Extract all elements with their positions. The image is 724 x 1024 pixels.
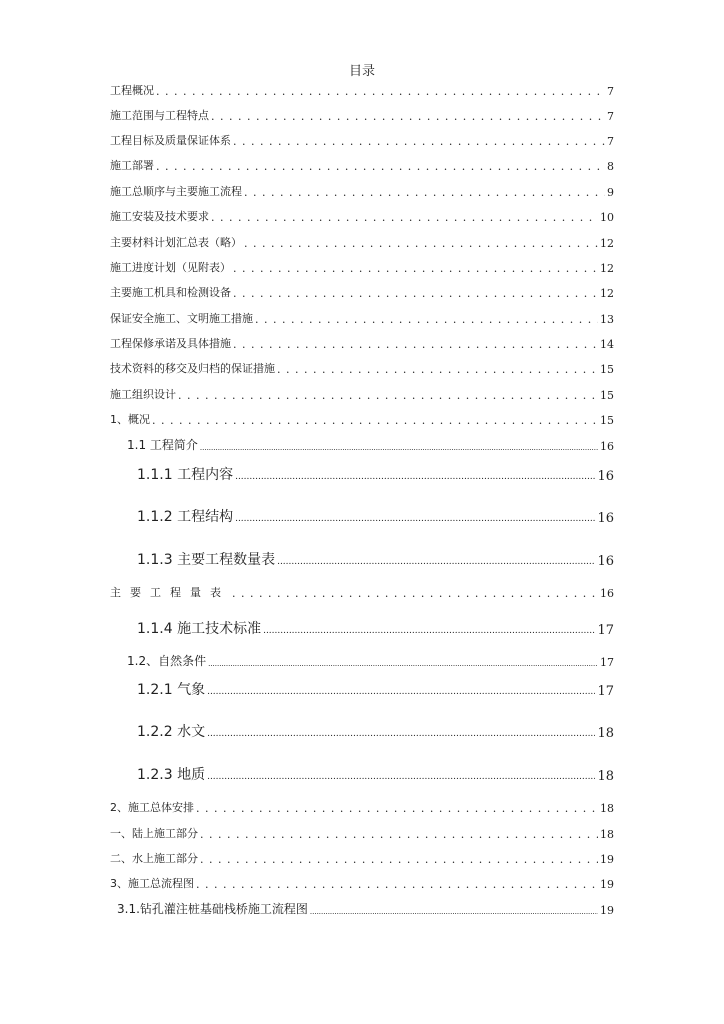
toc-entry-label: 1.1.1 工程内容 — [137, 467, 234, 483]
toc-entry-page: 7 — [607, 135, 614, 148]
toc-entry-label: 施工总顺序与主要施工流程 — [110, 185, 242, 198]
toc-entry-page: 18 — [600, 828, 614, 841]
toc-title: 目录 — [348, 64, 375, 79]
toc-entry[interactable] — [110, 335, 614, 351]
toc-entry[interactable] — [137, 462, 614, 484]
toc-leader-dots — [207, 770, 595, 784]
toc-entry-label: 主要施工机具和检测设备 — [110, 286, 231, 299]
toc-entry[interactable] — [110, 310, 614, 326]
toc-entry-page: 15 — [600, 363, 614, 376]
toc-leader-dots — [244, 236, 598, 250]
toc-entry-page: 17 — [597, 623, 614, 638]
toc-entry-page: 10 — [600, 211, 614, 224]
toc-entry-page: 16 — [597, 511, 614, 526]
toc-leader-dots — [200, 827, 598, 841]
toc-leader-dots — [152, 413, 598, 427]
toc-leader-dots — [232, 586, 598, 600]
toc-entry-page: 7 — [607, 85, 614, 98]
toc-entry-page: 17 — [597, 684, 614, 699]
toc-entry[interactable] — [110, 360, 614, 376]
toc-entry[interactable] — [110, 157, 614, 173]
toc-leader-dots — [156, 159, 605, 173]
toc-entry-label: 二、水上施工部分 — [110, 852, 198, 865]
toc-entry[interactable] — [110, 132, 614, 148]
toc-entry-page: 15 — [600, 389, 614, 402]
toc-entry-page: 18 — [600, 802, 614, 815]
toc-leader-dots — [196, 877, 598, 891]
toc-entry-page: 9 — [607, 186, 614, 199]
toc-leader-dots — [207, 685, 595, 699]
toc-leader-dots — [200, 852, 598, 866]
toc-entry[interactable] — [110, 411, 614, 427]
toc-entry-page: 19 — [600, 878, 614, 891]
toc-entry[interactable] — [127, 435, 614, 453]
toc-entry-label: 3、施工总流程图 — [110, 877, 194, 890]
toc-entry-label: 施工进度计划（见附表） — [110, 261, 231, 274]
toc-entry-page: 16 — [600, 587, 614, 600]
toc-entry-label: 1.1 工程简介 — [127, 438, 198, 452]
toc-entry[interactable] — [117, 899, 614, 917]
toc-entry-label: 一、陆上施工部分 — [110, 827, 198, 840]
toc-entry-label: 工程目标及质量保证体系 — [110, 134, 231, 147]
toc-entry-label: 主要工程量表 — [110, 586, 230, 599]
toc-leader-dots — [211, 109, 605, 123]
toc-entry-page: 18 — [597, 769, 614, 784]
toc-entry[interactable] — [110, 584, 614, 600]
toc-entry-page: 17 — [600, 656, 614, 669]
toc-leader-dots — [235, 470, 595, 484]
toc-entry[interactable] — [137, 504, 614, 526]
toc-entry-label: 1.1.2 工程结构 — [137, 509, 234, 525]
toc-entry[interactable] — [110, 82, 614, 98]
toc-entry-page: 12 — [600, 237, 614, 250]
toc-entry[interactable] — [110, 259, 614, 275]
toc-entry-page: 19 — [600, 853, 614, 866]
toc-entry-page: 19 — [600, 904, 614, 917]
toc-entry-label: 1.2、自然条件 — [127, 654, 207, 668]
toc-leader-dots — [255, 312, 598, 326]
toc-entry[interactable] — [127, 651, 614, 669]
toc-entry[interactable] — [137, 677, 614, 699]
toc-leader-dots — [233, 337, 598, 351]
toc-entry[interactable] — [110, 386, 614, 402]
toc-entry[interactable] — [110, 183, 614, 199]
toc-leader-dots — [277, 555, 595, 569]
toc-leader-dots — [178, 388, 598, 402]
toc-entry[interactable] — [110, 107, 614, 123]
toc-entry-page: 13 — [600, 313, 614, 326]
toc-entry[interactable] — [137, 547, 614, 569]
toc-entry-label: 1.2.1 气象 — [137, 682, 206, 698]
toc-entry-page: 16 — [597, 469, 614, 484]
toc-leader-dots — [233, 134, 605, 148]
toc-leader-dots — [156, 84, 605, 98]
toc-entry-label: 施工安装及技术要求 — [110, 210, 209, 223]
toc-entry-label: 1.2.3 地质 — [137, 767, 206, 783]
toc-leader-dots — [263, 624, 595, 638]
toc-entry-label: 施工范围与工程特点 — [110, 109, 209, 122]
toc-leader-dots — [196, 801, 598, 815]
toc-entry-label: 工程保修承诺及具体措施 — [110, 337, 231, 350]
toc-leader-dots — [200, 441, 598, 453]
toc-entry-label: 施工部署 — [110, 159, 154, 172]
toc-entry[interactable] — [110, 875, 614, 891]
toc-entry-label: 1.1.4 施工技术标准 — [137, 621, 262, 637]
toc-entry-label: 1.1.3 主要工程数量表 — [137, 552, 276, 568]
toc-entry[interactable] — [110, 208, 614, 224]
toc-entry-label: 2、施工总体安排 — [110, 801, 194, 814]
toc-leader-dots — [208, 657, 598, 669]
toc-entry-page: 16 — [597, 554, 614, 569]
toc-entry-label: 1.2.2 水文 — [137, 724, 206, 740]
toc-entry[interactable] — [110, 284, 614, 300]
toc-leader-dots — [233, 261, 598, 275]
toc-entry-page: 14 — [600, 338, 614, 351]
toc-entry[interactable] — [137, 616, 614, 638]
toc-entry-page: 12 — [600, 287, 614, 300]
toc-leader-dots — [233, 286, 598, 300]
toc-entry[interactable] — [110, 850, 614, 866]
toc-entry-label: 工程概况 — [110, 84, 154, 97]
toc-entry[interactable] — [110, 825, 614, 841]
toc-entry-label: 3.1.钻孔灌注桩基础栈桥施工流程图 — [117, 902, 308, 916]
toc-entry-label: 技术资料的移交及归档的保证措施 — [110, 362, 275, 375]
toc-entry-page: 16 — [600, 440, 614, 453]
toc-leader-dots — [211, 210, 598, 224]
toc-leader-dots — [310, 905, 598, 917]
toc-entry-label: 保证安全施工、文明施工措施 — [110, 312, 253, 325]
toc-entry-page: 8 — [607, 160, 614, 173]
toc-leader-dots — [277, 362, 598, 376]
toc-entry[interactable] — [137, 719, 614, 741]
toc-entry-page: 12 — [600, 262, 614, 275]
toc-leader-dots — [207, 727, 595, 741]
toc-entry-page: 7 — [607, 110, 614, 123]
toc-entry[interactable] — [137, 762, 614, 784]
toc-entry-label: 1、概况 — [110, 413, 150, 426]
toc-leader-dots — [244, 185, 605, 199]
toc-leader-dots — [235, 512, 595, 526]
toc-entry-label: 施工组织设计 — [110, 388, 176, 401]
toc-entry-page: 18 — [597, 726, 614, 741]
toc-entry-label: 主要材料计划汇总表（略） — [110, 236, 242, 249]
toc-entry[interactable] — [110, 799, 614, 815]
toc-entry[interactable] — [110, 234, 614, 250]
toc-entry-page: 15 — [600, 414, 614, 427]
